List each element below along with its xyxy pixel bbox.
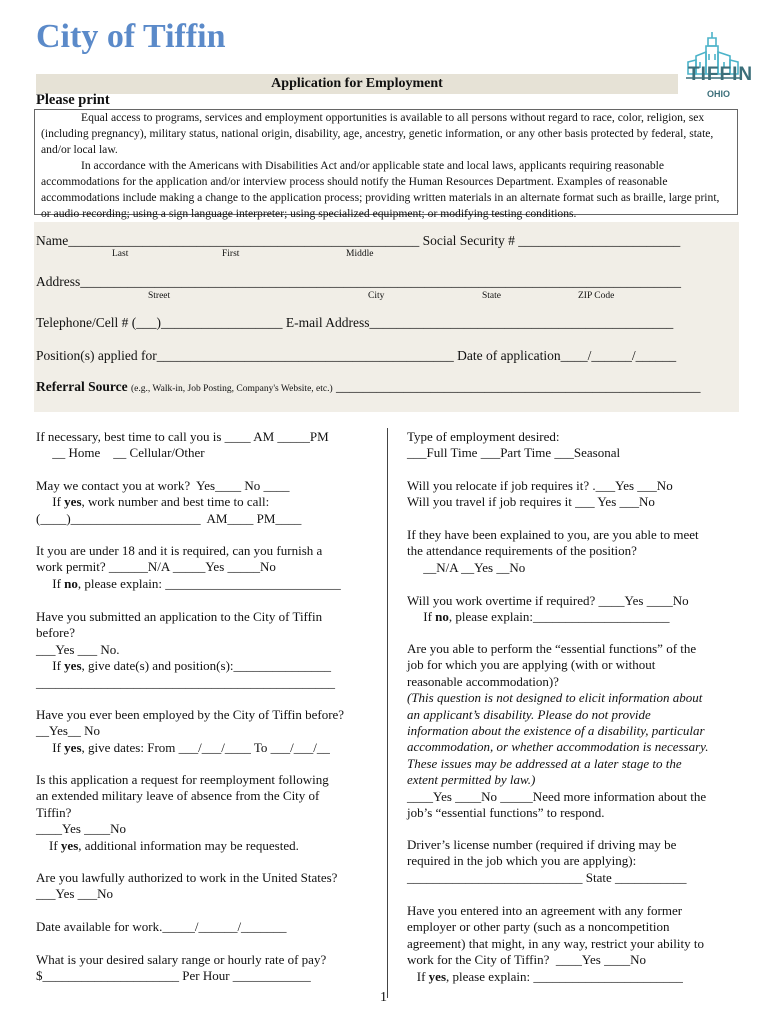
address-zip-label: ZIP Code [578, 291, 615, 301]
previous-employment-question[interactable]: Have you ever been employed by the City of Tiffin before? __Yes__ No If yes, give dates: From ___/___/____ To ___/___/__ [36, 707, 345, 755]
address-city-label: City [368, 291, 385, 301]
column-divider [387, 428, 388, 998]
page-number: 1 [380, 990, 387, 1005]
military-reemployment-question[interactable]: Is this application a request for reemployment following an extended military leave of absence from the City of Tiffin? ____Yes ____No If yes, additional information may be requested. [36, 772, 329, 853]
best-time-to-call-question[interactable]: If necessary, best time to call you is ____ AM _____PM __ Home __ Cellular/Other [36, 429, 329, 461]
address-field[interactable]: Address_________________________________________________________________________________________ [36, 274, 681, 289]
please-print-label: Please print [36, 92, 110, 108]
restrictive-agreement-question[interactable]: Have you entered into an agreement with any former employer or other party (such as a noncompetition agreement) that might, in any way, restrict your ability to work for the City of Tiffin? ____Yes ____No If yes, please explain: _______________________ [407, 903, 704, 984]
logo-wordmark: TIFFIN [688, 64, 754, 85]
attendance-requirements-question[interactable]: If they have been explained to you, are you able to meet the attendance requirements of the position? __N/A __Yes __No [407, 527, 699, 575]
notice-paragraph-1: Equal access to programs, services and employment opportunities is available to all persons without regard to race, color, religion, sex (including pregnancy), military status, national origin, disability, age, ancestry, genetic information, or any other basis protected by federal, state, and/or local law. [41, 111, 714, 156]
application-title-bar: Application for Employment [36, 74, 678, 94]
equal-access-notice [34, 109, 738, 220]
relocate-travel-question[interactable]: Will you relocate if job requires it? .___Yes ___No Will you travel if job requires it ___ Yes ___No [407, 478, 673, 510]
work-permit-question[interactable]: It you are under 18 and it is required, can you furnish a work permit? ______N/A _____Yes _____No If no, please explain: ___________________________ [36, 543, 341, 591]
logo-state: OHIO [707, 89, 731, 99]
contact-at-work-question[interactable]: May we contact you at work? Yes____ No ____ If yes, work number and best time to call: (____)____________________ AM____ PM____ [36, 478, 302, 526]
employment-type-question[interactable]: Type of employment desired: ___Full Time ___Part Time ___Seasonal [407, 429, 621, 461]
work-authorization-question[interactable]: Are you lawfully authorized to work in the United States? ___Yes ___No [36, 870, 338, 902]
city-title: City of Tiffin [36, 18, 226, 55]
date-available-field[interactable]: Date available for work._____/______/_______ [36, 919, 287, 934]
overtime-question[interactable]: Will you work overtime if required? ____Yes ____No If no, please explain:_____________________ [407, 593, 689, 625]
address-street-label: Street [148, 291, 171, 301]
drivers-license-question[interactable]: Driver’s license number (required if driving may be required in the job which you are applying): ___________________________ State ___________ [407, 837, 687, 885]
name-last-label: Last [112, 249, 129, 259]
referral-source-line: ______________________________________________________ [336, 379, 701, 394]
previous-application-question[interactable]: Have you submitted an application to the City of Tiffin before? ___Yes ___ No. If yes, give date(s) and position(s):_______________ ______________________________________________ [36, 609, 335, 690]
name-middle-label: Middle [346, 249, 374, 259]
referral-source-label: Referral Source [36, 379, 128, 394]
position-date-field[interactable]: Position(s) applied for____________________________________________ Date of application____/______/______ [36, 348, 677, 363]
telephone-email-field[interactable]: Telephone/Cell # (___)__________________ E-mail Address_____________________________________________ [36, 315, 674, 330]
address-state-label: State [482, 291, 501, 301]
referral-source-hint: (e.g., Walk-in, Job Posting, Company's Website, etc.) [130, 384, 333, 394]
desired-salary-question[interactable]: What is your desired salary range or hourly rate of pay? $_____________________ Per Hour ____________ [36, 952, 327, 984]
notice-paragraph-2: In accordance with the Americans with Disabilities Act and/or applicable state and local laws, applicants requiring reasonable accommodations for the application and/or interview process should notify the Human Resources Department. Examples of reasonable accommodations include making a change to the application process; providing written materials in an alternate format such as braille, large print, or audio recording; using a sign language interpreter; using specialized equipment; or modifying testing conditions. [41, 159, 720, 220]
essential-functions-question[interactable]: Are you able to perform the “essential functions” of the job for which you are applying (with or without reasonable accommodation)? (This question is not designed to elicit information about an applicant’s disability. Please do not provide information about the existence of a disability, particular accommodation, or whether accommodation is necessary. These issues may be addressed at a later stage to the extent permitted by law.) ____Yes ____No _____Need more information about the job’s “essential functions” to respond. [407, 641, 709, 821]
name-first-label: First [222, 249, 240, 259]
referral-source-field[interactable] [36, 379, 701, 395]
name-field[interactable]: Name____________________________________________________ Social Security # ________________________ [36, 233, 681, 248]
